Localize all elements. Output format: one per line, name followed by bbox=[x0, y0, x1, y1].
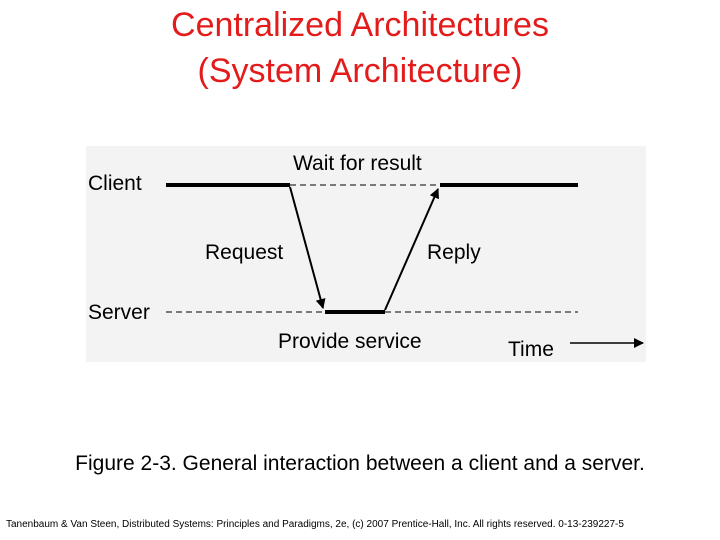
reply-label: Reply bbox=[427, 241, 481, 264]
client-label: Client bbox=[88, 172, 142, 195]
wait-label: Wait for result bbox=[293, 152, 422, 175]
copyright-footer: Tanenbaum & Van Steen, Distributed Systems: Principles and Paradigms, 2e, (c) 2007 Prentice-Hall, Inc. All rights reserved. 0-13-239227-5 bbox=[6, 519, 624, 530]
figure-caption: Figure 2-3. General interaction between a client and a server. bbox=[75, 452, 645, 475]
request-label: Request bbox=[205, 241, 284, 264]
server-label: Server bbox=[88, 301, 150, 324]
request-arrow bbox=[290, 187, 323, 308]
time-label: Time bbox=[508, 338, 554, 361]
provide-service-label: Provide service bbox=[278, 330, 422, 353]
title-line-1: Centralized Architectures bbox=[171, 6, 549, 44]
title-line-2: (System Architecture) bbox=[197, 52, 523, 90]
